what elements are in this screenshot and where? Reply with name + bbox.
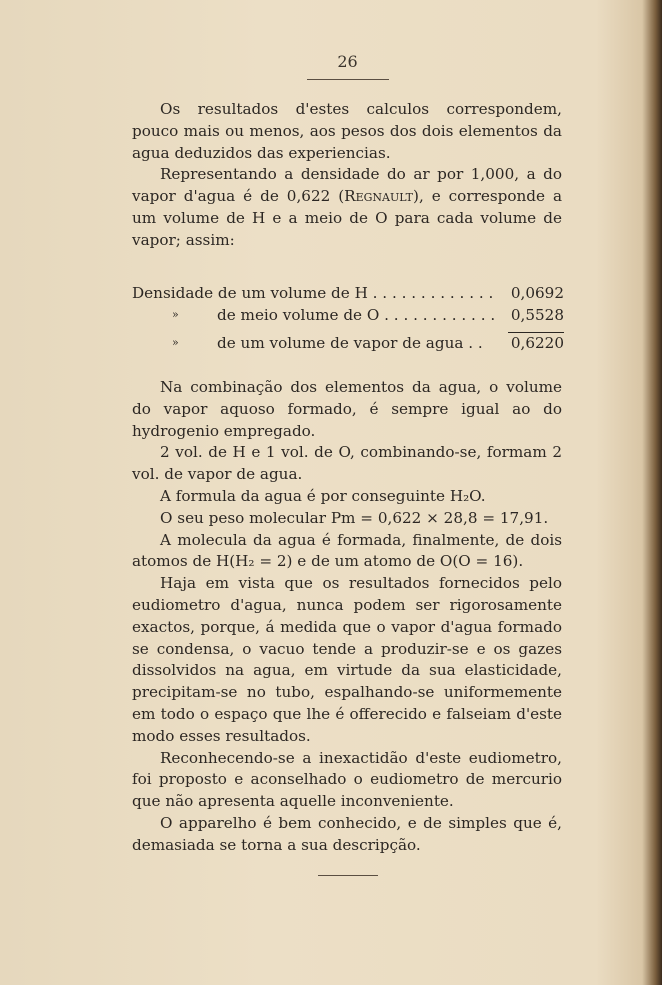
- ditto-mark: »: [172, 308, 179, 321]
- row-value: 0,6220: [510, 334, 564, 352]
- ditto-mark: »: [172, 336, 179, 349]
- paragraph: 2 vol. de H e 1 vol. de O, combinando-se, formam 2 vol. de vapor de agua.: [132, 443, 562, 484]
- paragraph: Reconhecendo-se a inexactidão d'este eudiometro, foi proposto e aconselhado o eudiometro de mercurio que não apresenta aquelle inconveniente.: [132, 748, 562, 811]
- author-name: Regnault: [344, 187, 414, 206]
- paragraph: [132, 164, 562, 251]
- footer-rule: [318, 875, 378, 876]
- page-number: 26: [337, 52, 358, 71]
- row-value: 0,5528: [510, 306, 564, 324]
- paragraph: O seu peso molecular Pm = 0,622 × 28,8 = 17,91.: [160, 508, 549, 527]
- paragraph: Na combinação dos elementos da agua, o volume do vapor aquoso formado, é sempre igual ao do hydrogenio empregado.: [132, 378, 562, 440]
- table-row-total: [132, 332, 564, 354]
- row-label: Densidade de um volume de H . . . . . . . . . . . . .: [132, 284, 494, 302]
- text-run: Representando a densidade do ar por 1,000, a do vapor d'agua é de 0,622 (: [132, 165, 562, 206]
- paragraph: Haja em vista que os resultados fornecidos pelo eudiometro d'agua, nunca podem ser rigorosamente exactos, porque, á medida que o vapor d'agua formado se condensa, o vacuo tende a produzir-se e os gazes dissolvidos na agua, em virtude da sua elasticidade, precipitam-se no tubo, espalhando-se uniformemente em todo o espaço que lhe é offerecido e falseiam d'este modo esses resultados.: [132, 574, 562, 745]
- paragraph-block-2: [132, 377, 562, 857]
- row-label: de meio volume de O . . . . . . . . . . . .: [217, 306, 496, 324]
- paragraph: O apparelho é bem conhecido, e de simples que é, demasiada se torna a sua descripção.: [132, 813, 562, 854]
- paragraph: Os resultados d'estes calculos correspondem, pouco mais ou menos, aos pesos dos dois elementos da agua deduzidos das experiencias.: [132, 100, 562, 162]
- table-row: [132, 282, 564, 304]
- density-table: [132, 282, 564, 354]
- header-rule: [307, 79, 389, 80]
- row-label: de um volume de vapor de agua . .: [217, 334, 483, 352]
- text-run: ), e corresponde a um volume de H e a meio de O para cada volume de vapor; assim:: [132, 187, 562, 249]
- table-row: [132, 304, 564, 326]
- paragraph: A molecula da agua é formada, finalmente, de dois atomos de H(H₂ = 2) e de um atomo de O(O = 16).: [132, 530, 562, 571]
- paragraph-block-1: [132, 99, 562, 252]
- paragraph: A formula da agua é por conseguinte H₂O.: [160, 486, 486, 505]
- row-value: 0,0692: [510, 284, 564, 302]
